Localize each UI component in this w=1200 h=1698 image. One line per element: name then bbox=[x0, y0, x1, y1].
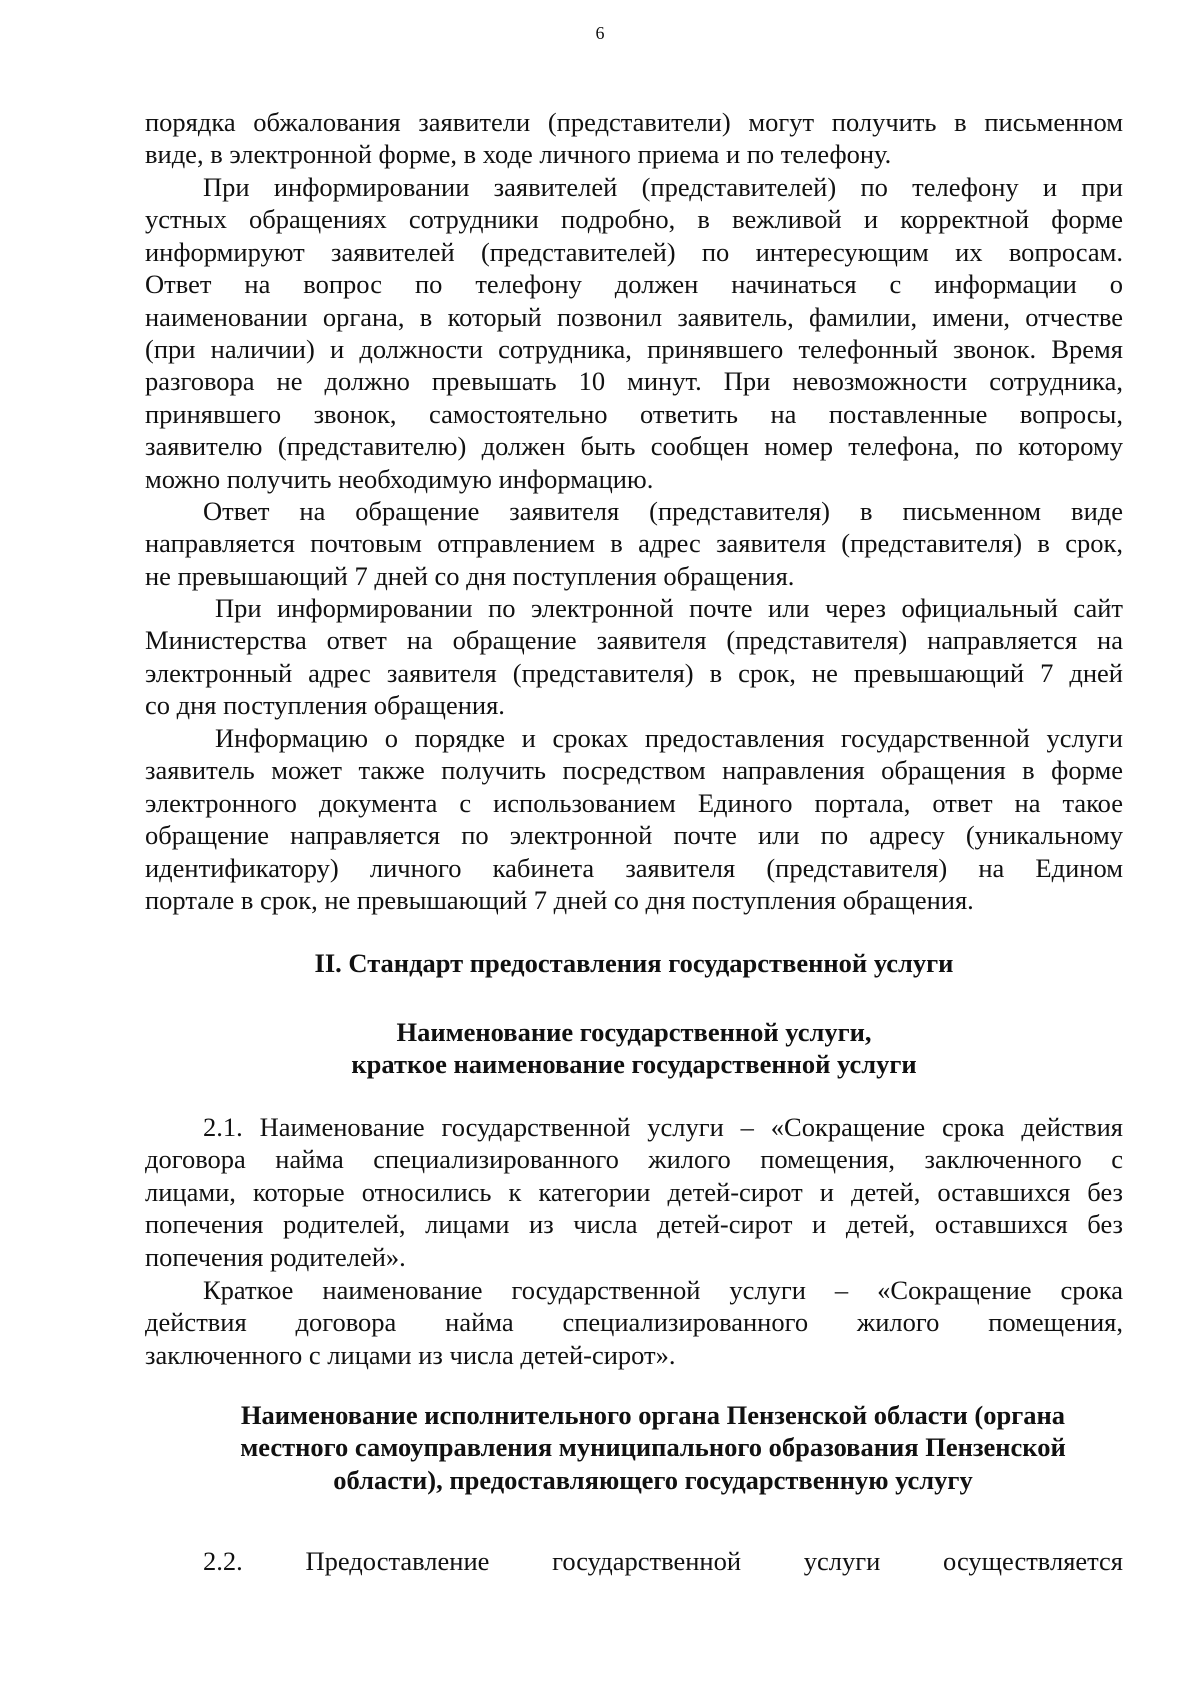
subsection-heading-organ bbox=[145, 1399, 1123, 1496]
text-line: заключенного с лицами из числа детей-сирот». bbox=[145, 1339, 676, 1370]
text-line: наименовании органа, в который позвонил заявитель, фамилии, имени, отчестве bbox=[145, 301, 1123, 332]
text-line: заявитель может также получить посредством направления обращения в форме bbox=[145, 755, 1123, 786]
text-line: лицами, которые относились к категории детей-сирот и детей, оставшихся без bbox=[145, 1176, 1123, 1207]
text-line: попечения родителей». bbox=[145, 1241, 406, 1272]
text-line: действия договора найма специализированного жилого помещения, bbox=[145, 1307, 1123, 1338]
paragraph-written-reply bbox=[145, 495, 1123, 592]
text-line: принявшего звонок, самостоятельно ответить на поставленные вопросы, bbox=[145, 398, 1123, 429]
text-line: электронного документа с использованием Единого портала, ответ на такое bbox=[145, 787, 1123, 818]
text-line: можно получить необходимую информацию. bbox=[145, 463, 654, 494]
heading-line: краткое наименование государственной услуги bbox=[351, 1049, 917, 1080]
paragraph-portal-reply bbox=[145, 722, 1123, 916]
text-line: идентификатору) личного кабинета заявителя (представителя) на Едином bbox=[145, 852, 1123, 883]
text-line: не превышающий 7 дней со дня поступления обращения. bbox=[145, 560, 795, 591]
heading-line: II. Стандарт предоставления государственной услуги bbox=[314, 948, 954, 978]
text-line: со дня поступления обращения. bbox=[145, 690, 505, 721]
subsection-heading-service-name bbox=[145, 1016, 1123, 1081]
text-line: Краткое наименование государственной услуги – «Сокращение срока bbox=[203, 1275, 1123, 1305]
text-line: разговора не должно превышать 10 минут. При невозможности сотрудника, bbox=[145, 366, 1123, 397]
heading-line: Наименование исполнительного органа Пензенской области (органа bbox=[240, 1400, 1066, 1430]
text-line: виде, в электронной форме, в ходе личного приема и по телефону. bbox=[145, 139, 892, 170]
text-line: Ответ на вопрос по телефону должен начинаться с информации о bbox=[145, 269, 1123, 300]
text-line: обращение направляется по электронной почте или по адресу (уникальному bbox=[145, 820, 1123, 851]
text-line: устных обращениях сотрудники подробно, в вежливой и корректной форме bbox=[145, 204, 1123, 235]
heading-line: области), предоставляющего государственную услугу bbox=[333, 1464, 973, 1495]
paragraph-2-1 bbox=[145, 1111, 1123, 1273]
text-line: 2.2. Предоставление государственной услуги осуществляется bbox=[203, 1546, 1123, 1576]
heading-line: Наименование государственной услуги, bbox=[396, 1017, 872, 1047]
text-line: При информировании заявителей (представителей) по телефону и при bbox=[203, 172, 1123, 202]
text-line: (при наличии) и должности сотрудника, принявшего телефонный звонок. Время bbox=[145, 334, 1123, 365]
text-line: Министерства ответ на обращение заявителя (представителя) направляется на bbox=[145, 625, 1123, 656]
paragraph-email-reply bbox=[145, 592, 1123, 722]
text-line: портале в срок, не превышающий 7 дней со дня поступления обращения. bbox=[145, 885, 974, 916]
text-line: 2.1. Наименование государственной услуги – «Сокращение срока действия bbox=[203, 1112, 1123, 1142]
text-line: информируют заявителей (представителей) по интересующим их вопросам. bbox=[145, 236, 1123, 267]
text-line: договора найма специализированного жилого помещения, заключенного с bbox=[145, 1144, 1123, 1175]
text-line: При информировании по электронной почте или через официальный сайт bbox=[215, 593, 1123, 623]
text-line: заявителю (представителю) должен быть сообщен номер телефона, по которому bbox=[145, 431, 1123, 462]
paragraph-2-2 bbox=[145, 1545, 1123, 1577]
page-number: 6 bbox=[595, 23, 605, 43]
paragraph-short-name bbox=[145, 1274, 1123, 1371]
text-line: попечения родителей, лицами из числа детей-сирот и детей, оставшихся без bbox=[145, 1209, 1123, 1240]
text-line: электронный адрес заявителя (представителя) в срок, не превышающий 7 дней bbox=[145, 657, 1123, 688]
section-heading bbox=[145, 947, 1123, 979]
text-line: направляется почтовым отправлением в адрес заявителя (представителя) в срок, bbox=[145, 528, 1123, 559]
text-line: Ответ на обращение заявителя (представителя) в письменном виде bbox=[203, 496, 1123, 526]
text-line: Информацию о порядке и сроках предоставления государственной услуги bbox=[215, 723, 1123, 753]
paragraph-phone-informing bbox=[145, 171, 1123, 495]
heading-line: местного самоуправления муниципального образования Пензенской bbox=[240, 1432, 1066, 1463]
text-line: порядка обжалования заявители (представители) могут получить в письменном bbox=[145, 107, 1123, 137]
paragraph-appeal-procedure bbox=[145, 106, 1123, 171]
